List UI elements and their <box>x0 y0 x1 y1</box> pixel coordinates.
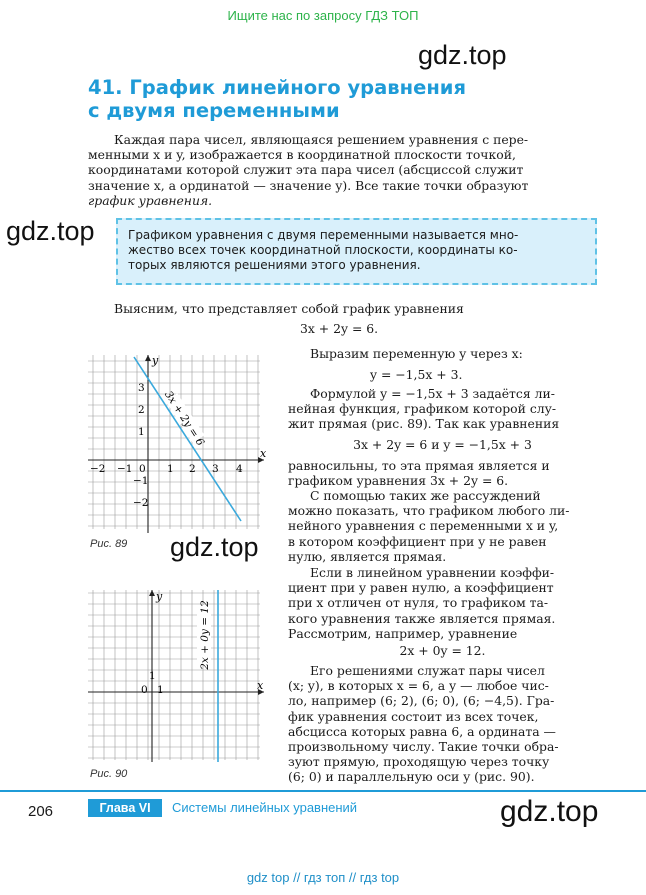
section-title-line2: с двумя переменными <box>88 99 340 122</box>
fig89-tick: 1 <box>167 463 174 475</box>
p4-line: кого уравнения также является прямая. <box>288 610 556 626</box>
p3-line: нейного уравнения с переменными x и y, <box>288 518 559 534</box>
fig89-caption: Рис. 89 <box>90 538 128 550</box>
fig89-x-label: x <box>260 447 267 460</box>
intro-line: график уравнения. <box>88 192 213 208</box>
fig89-tick: 2 <box>189 463 196 475</box>
paragraph-4 <box>288 565 597 641</box>
paragraph-3 <box>288 488 597 564</box>
p5-line: (6; 0) и параллельную оси y (рис. 90). <box>288 769 535 785</box>
fig90-x-label: x <box>257 679 264 692</box>
p5-line: Его решениями служат пары чисел <box>310 663 545 678</box>
watermark: gdz.top <box>500 795 599 828</box>
p1-line: жит прямая (рис. 89). Так как уравнения <box>288 416 560 432</box>
p3-line: С помощью таких же рассуждений <box>310 488 541 503</box>
figure-90 <box>88 590 268 765</box>
fig89-grid <box>88 355 260 529</box>
fig89-line-label: 3x + 2y = 6 <box>162 388 207 449</box>
clarify-text: Выясним, что представляет собой график уравнения <box>114 301 464 316</box>
fig89-tick: 1 <box>138 426 145 438</box>
chapter-title: Системы линейных уравнений <box>172 800 358 815</box>
p5-line: (x; y), в которых x = 6, а y — любое чис- <box>288 678 549 694</box>
fig89-tick: −1 <box>133 475 149 487</box>
intro-line: координатами которой служит эта пара чисел (абсциссой служит <box>88 162 524 178</box>
p5-line: произвольному числу. Такие точки обра- <box>288 739 559 755</box>
fig89-tick: 3 <box>138 382 145 394</box>
p4-line: циент при y равен нулю, а коэффициент <box>288 580 554 596</box>
equation-3: 3x + 2y = 6 и y = −1,5x + 3 <box>353 437 532 452</box>
p1-line: Формулой y = −1,5x + 3 задаётся ли- <box>310 386 555 401</box>
definition-line: жество всех точек координатной плоскости, координаты ко- <box>128 243 518 257</box>
fig89-y-label: y <box>152 355 159 367</box>
section-title-line1: 41. График линейного уравнения <box>88 76 466 99</box>
fig89-y-arrow-icon <box>145 355 151 361</box>
fig89-tick: −2 <box>133 497 149 509</box>
fig90-line-label: 2x + 0y = 12 <box>199 600 211 670</box>
intro-line: Каждая пара чисел, являющаяся решением уравнения с пере- <box>114 132 529 147</box>
paragraph-2 <box>288 458 597 488</box>
p3-line: можно показать, что графиком любого ли- <box>288 503 570 519</box>
fig90-tick-y1: 1 <box>149 670 156 682</box>
p3-line: в котором коэффициент при y не равен <box>288 533 547 549</box>
footer-divider <box>0 790 646 792</box>
watermark: gdz.top <box>6 216 95 246</box>
fig89-tick: 3 <box>212 463 219 475</box>
figure-89 <box>88 355 268 535</box>
definition-line: торых являются решениями этого уравнения. <box>128 258 421 272</box>
fig90-tick-x1: 1 <box>157 684 164 696</box>
definition-line: Графиком уравнения с двумя переменными называется мно- <box>128 228 519 242</box>
watermark: gdz.top <box>418 40 507 70</box>
p2-line: графиком уравнения 3x + 2y = 6. <box>288 473 509 489</box>
p5-line: абсцисса которых равна 6, а ордината — <box>288 723 556 739</box>
fig90-caption: Рис. 90 <box>90 768 128 780</box>
paragraph-5 <box>288 663 597 785</box>
p5-line: ло, например (6; 2), (6; 0), (6; −4,5). Гра- <box>288 693 555 709</box>
equation-4: 2x + 0y = 12. <box>399 643 486 658</box>
intro-line: менными x и y, изображается в координатной плоскости точкой, <box>88 147 516 163</box>
fig89-tick: −2 <box>90 463 106 475</box>
section-title <box>88 76 466 122</box>
watermark: gdz.top <box>170 532 259 562</box>
fig89-tick: 0 <box>139 463 146 475</box>
top-search-link[interactable]: Ищите нас по запросу ГДЗ ТОП <box>227 8 419 23</box>
fig90-y-label: y <box>156 590 163 603</box>
bottom-links[interactable]: gdz top // гдз топ // гдз top <box>246 870 400 885</box>
p5-line: зуют прямую, проходящую через точку <box>288 754 550 770</box>
fig90-tick-0: 0 <box>141 684 148 696</box>
p1-line: нейная функция, графиком которой слу- <box>288 401 557 417</box>
equation-1: 3x + 2y = 6. <box>300 321 379 336</box>
p4-line: при x отличен от нуля, то графиком та- <box>288 595 549 611</box>
p2-line: равносильны, то эта прямая является и <box>288 458 550 473</box>
fig89-tick: −1 <box>117 463 133 475</box>
fig89-tick: 2 <box>138 404 145 416</box>
p3-line: нулю, является прямая. <box>288 548 447 564</box>
definition-text <box>128 228 588 273</box>
page-number: 206 <box>28 803 54 820</box>
p4-line: Если в линейном уравнении коэффи- <box>310 565 555 580</box>
p5-line: фик уравнения состоит из всех точек, <box>288 708 539 724</box>
paragraph-1 <box>288 386 597 432</box>
chapter-badge: Глава VI <box>88 799 162 817</box>
express-text: Выразим переменную y через x: <box>310 346 523 361</box>
p4-line: Рассмотрим, например, уравнение <box>288 625 518 641</box>
intro-line: значение x, а ординатой — значение y). Все такие точки образуют <box>88 177 529 193</box>
fig90-grid <box>88 590 260 760</box>
equation-2: y = −1,5x + 3. <box>370 367 463 382</box>
fig89-tick: 4 <box>236 463 243 475</box>
intro-paragraph <box>88 132 597 208</box>
